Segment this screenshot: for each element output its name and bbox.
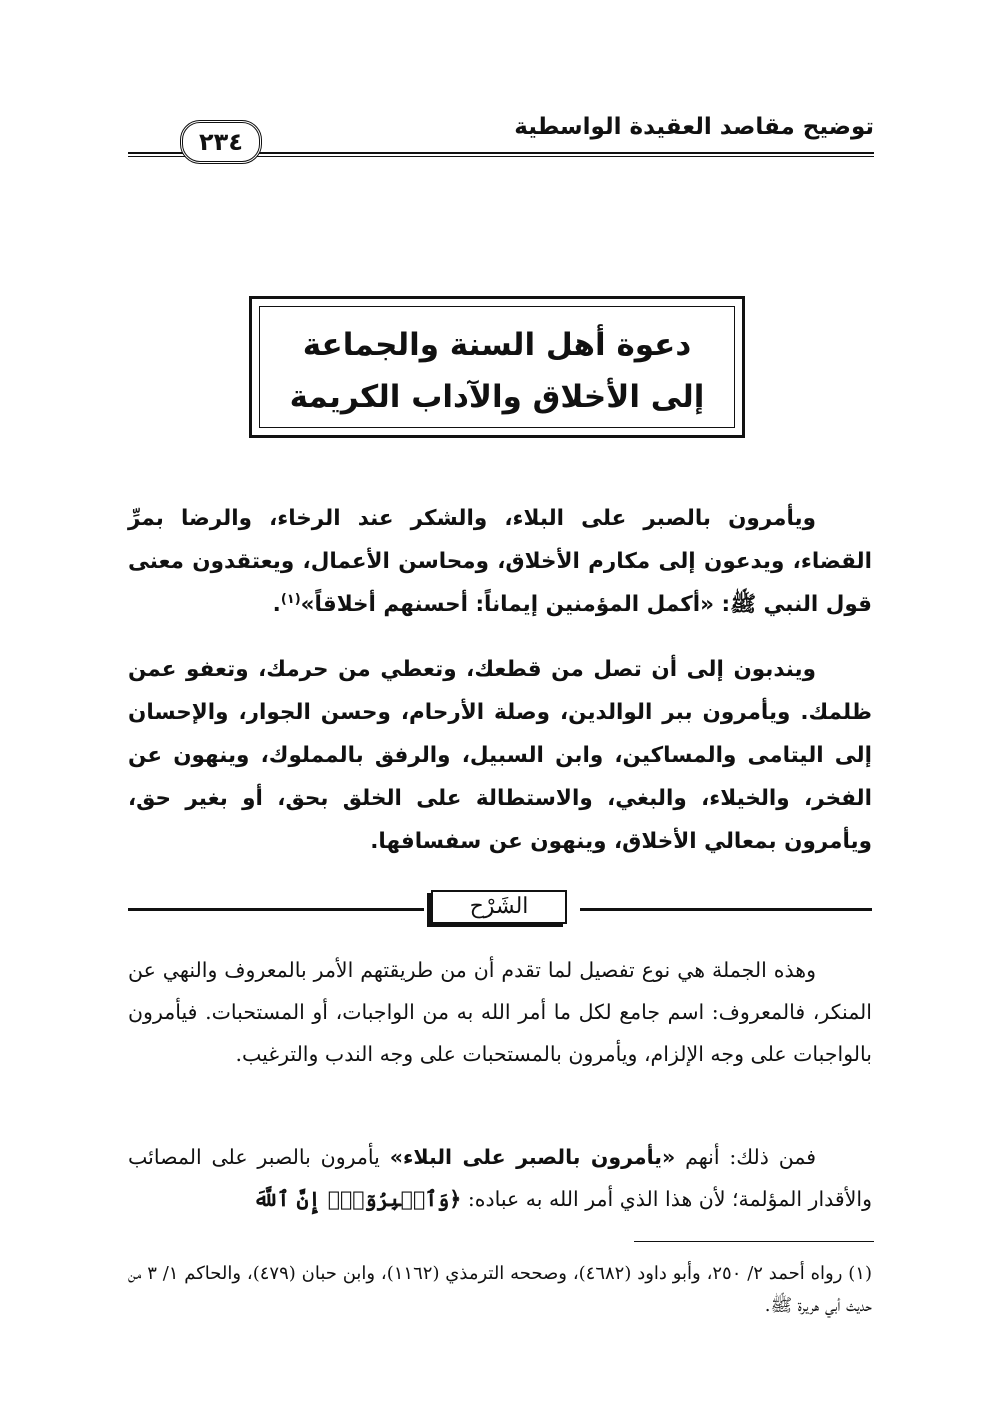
running-header xyxy=(128,112,874,162)
chapter-title-line-2: إلى الأخلاق والآداب الكريمة xyxy=(289,379,705,415)
footnote-rule xyxy=(634,1241,874,1242)
book-title: توضيح مقاصد العقيدة الواسطية xyxy=(514,114,874,140)
footnote: (١) رواه أحمد ٢/ ٢٥٠، وأبو داود (٤٦٨٢)، وصححه الترمذي (١١٦٢)، وابن حبان (٤٧٩)، والحاكم ١/ ٣ من حديث أبي هريرة ﷺ. xyxy=(128,1263,872,1316)
sharh-paragraph-1: وهذه الجملة هي نوع تفصيل لما تقدم أن من طريقتهم الأمر بالمعروف والنهي عن المنكر، فالمعروف: اسم جامع لكل ما أمر الله به من الواجبات، أو المستحبات. فيأمرون بالواجبات على وجه الإلزام، ويأمرون بالمستحبات على وجه الندب والترغيب. xyxy=(128,958,872,1066)
quran-verse: ﴿وَٱصۡبِرُوٓاْۚ إِنَّ ٱللَّهَ xyxy=(253,1187,462,1211)
sharh-divider xyxy=(128,882,872,926)
matn-paragraph-2: ويندبون إلى أن تصل من قطعك، وتعطي من حرمك، وتعفو عمن ظلمك. ويأمرون ببر الوالدين، وصلة الأرحام، وحسن الجوار، والإحسان إلى اليتامى والمساكين، وابن السبيل، والرفق بالمملوك، وينهون عن الفخر، والخيلاء، والبغي، والاستطالة على الخلق بحق، أو بغير حق، ويأمرون بمعالي الأخلاق، وينهون عن سفسافها. xyxy=(128,657,872,854)
chapter-title-frame xyxy=(249,296,745,438)
sharh-label-box: الشَرْح xyxy=(431,890,567,924)
chapter-title-line-1: دعوة أهل السنة والجماعة xyxy=(302,327,692,363)
sharh-paragraph-2: فمن ذلك: أنهم «يأمرون بالصبر على البلاء» يأمرون بالصبر على المصائب والأقدار المؤلمة؛ لأن هذا الذي أمر الله به عباده: ﴿وَٱصۡبِرُوٓاْۚ إِنَّ ٱللَّهَ xyxy=(128,1145,872,1211)
page-number: ٢٣٤ xyxy=(180,120,262,164)
matn-paragraph-1: ويأمرون بالصبر على البلاء، والشكر عند الرخاء، والرضا بمرِّ القضاء، ويدعون إلى مكارم الأخلاق، ومحاسن الأعمال، ويعتقدون معنى قول النبي ﷺ: «أكمل المؤمنين إيماناً: أحسنهم أخلاقاً»$^{(١)}$. xyxy=(128,506,872,617)
quoted-text: «يأمرون بالصبر على البلاء» xyxy=(389,1145,676,1169)
footnote-ref[interactable]: (١) xyxy=(280,591,301,607)
